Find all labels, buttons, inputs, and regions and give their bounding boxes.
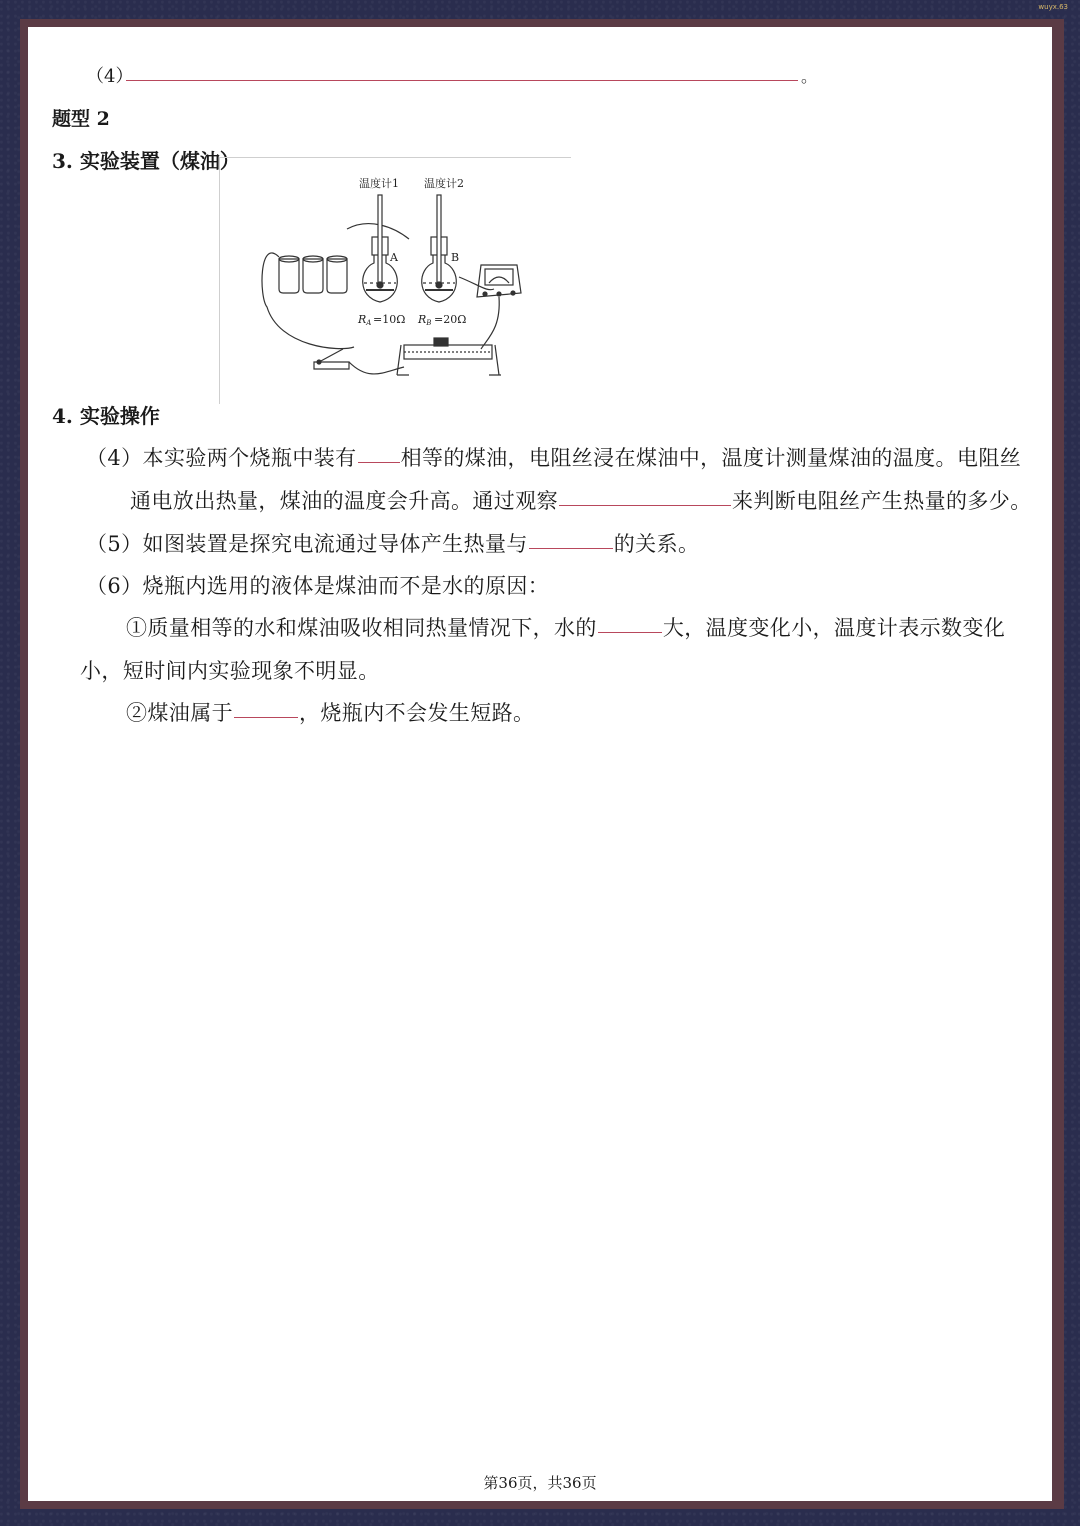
thermometer-2-label: 温度计2 [424, 177, 464, 190]
battery-2 [303, 256, 323, 293]
section-type2-title: 题型 2 [52, 108, 110, 130]
answer-blank-p6-2 [234, 717, 298, 718]
thermometer-1-label: 温度计1 [359, 177, 399, 190]
paragraph-4-line2 [130, 485, 1032, 515]
q4-period: 。 [801, 67, 818, 86]
page-footer: 第36页，共36页 [483, 1474, 597, 1492]
wire-bottom [349, 362, 404, 374]
flask-b [422, 195, 460, 302]
p4-text-a: （4）本实验两个烧瓶中装有 [86, 446, 357, 470]
corner-watermark: wuyx.63 [1038, 3, 1068, 11]
resistor-a-value: =10Ω [373, 313, 406, 326]
p6-2-text-a: ②煤油属于 [126, 701, 233, 725]
q4-label: （4） [86, 66, 134, 87]
experiment-figure [219, 157, 574, 404]
p6-1-text-b: 大，温度变化小，温度计表示数变化 [662, 616, 1006, 640]
p4-text-c: 通电放出热量，煤油的温度会升高。通过观察 [130, 489, 558, 513]
answer-blank-q4 [126, 80, 798, 81]
paragraph-6-item1-cont: 小，短时间内实验现象不明显。 [80, 659, 380, 683]
answer-blank-p4-1 [358, 462, 400, 463]
switch [314, 349, 349, 369]
ammeter [477, 265, 521, 297]
wire-right-down [481, 297, 499, 349]
battery-1 [279, 256, 299, 293]
paragraph-6-item1 [126, 612, 1005, 642]
battery-3 [327, 256, 347, 293]
flask-a [363, 195, 398, 302]
paragraph-4-line1 [86, 442, 1021, 472]
flask-b-label: B [451, 251, 460, 264]
flask-a-label: A [390, 251, 398, 264]
wire-left [262, 253, 354, 349]
p5-text-a: （5）如图装置是探究电流通过导体产生热量与 [86, 532, 528, 556]
section-setup-title: 3. 实验装置（煤油） [52, 149, 240, 173]
wire-right [459, 277, 494, 290]
paragraph-6: （6）烧瓶内选用的液体是煤油而不是水的原因： [86, 574, 550, 598]
section-ops-title: 4. 实验操作 [52, 404, 160, 428]
resistor-a-symbol: RA [358, 313, 372, 327]
resistor-b-symbol: RB [418, 313, 432, 327]
answer-blank-p4-2 [559, 505, 731, 506]
answer-blank-p6-1 [598, 632, 662, 633]
answer-blank-p5 [529, 548, 613, 549]
paragraph-6-item2 [126, 697, 534, 727]
p6-2-text-b: ，烧瓶内不会发生短路。 [299, 701, 535, 725]
resistor-b-value: =20Ω [434, 313, 467, 326]
apparatus-diagram [219, 157, 574, 404]
p4-text-b: 相等的煤油，电阻丝浸在煤油中，温度计测量煤油的温度。电阻丝 [400, 446, 1022, 470]
p6-1-text-a: ①质量相等的水和煤油吸收相同热量情况下，水的 [126, 616, 597, 640]
p4-text-d: 来判断电阻丝产生热量的多少。 [732, 489, 1032, 513]
p5-text-b: 的关系。 [613, 532, 700, 556]
paragraph-5 [86, 528, 699, 558]
